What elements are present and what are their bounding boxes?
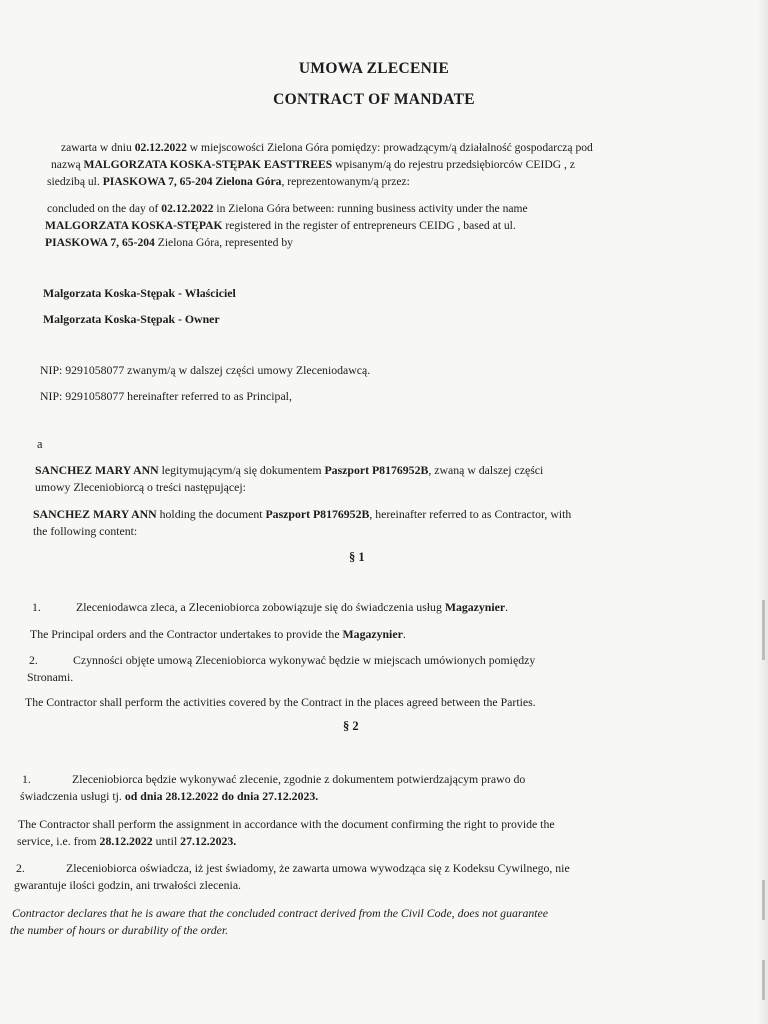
text: Zleceniobiorca oświadcza, iż jest świadomy, że zawarta umowa wywodząca się z Kodeksu Cywilnego, nie — [66, 861, 570, 875]
text: concluded on the day of — [47, 202, 162, 215]
contractor-name: SANCHEZ MARY ANN — [33, 507, 157, 521]
text: legitymującym/ą się dokumentem — [158, 463, 325, 477]
text: zawarta w dniu — [61, 141, 135, 154]
start-date: 28.12.2022 — [99, 834, 153, 848]
text: Zleceniobiorca będzie wykonywać zlecenie, zgodnie z dokumentem potwierdzającym prawo do — [72, 772, 526, 786]
text: until — [152, 834, 181, 848]
point-number: 1. — [32, 600, 41, 614]
intro-en-line2 — [45, 218, 516, 234]
section-1-heading: § 1 — [349, 550, 365, 564]
text: siedzibą ul. — [47, 175, 103, 188]
s2-point2-en-line2: the number of hours or durability of the order. — [10, 923, 229, 937]
s2-point1-en-line2 — [17, 833, 236, 849]
scan-edge-mark — [762, 960, 765, 1000]
point-number: 2. — [29, 653, 38, 667]
s1-point2-pl-line2: Stronami. — [27, 670, 74, 684]
s2-point1-pl-line1 — [22, 771, 525, 787]
contractor-document: Paszport P8176952B — [324, 463, 429, 477]
intro-en-line3 — [45, 235, 293, 251]
title-english: CONTRACT OF MANDATE — [273, 91, 475, 108]
s2-point1-pl-line2 — [20, 788, 318, 804]
service-name: Magazynier — [444, 600, 506, 614]
s1-point1-en — [30, 626, 406, 642]
principal-address: PIASKOWA 7, 65-204 — [45, 236, 155, 249]
scan-edge-shadow — [758, 0, 768, 1024]
text: Zleceniodawca zleca, a Zleceniobiorca zobowiązuje się do świadczenia usług — [76, 600, 445, 614]
text: , hereinafter referred to as Contractor, with — [369, 507, 572, 521]
intro-pl-line3 — [47, 174, 410, 190]
contractor-en-line2: the following content: — [33, 524, 138, 538]
text: in Zielona Góra between: running business activity under the name — [213, 202, 528, 215]
nip-pl: NIP: 9291058077 zwanym/ą w dalszej części umowy Zleceniodawcą. — [40, 363, 371, 377]
text: świadczenia usługi tj. — [20, 789, 125, 803]
section-2-heading: § 2 — [343, 719, 359, 733]
s2-point2-pl-line2: gwarantuje ilości godzin, ani trwałości zlecenia. — [14, 878, 242, 892]
text: . — [402, 627, 406, 641]
contractor-pl-line2: umowy Zleceniobiorcą o treści następującej: — [35, 480, 246, 494]
intro-pl-line2 — [51, 157, 575, 173]
principal-name: MALGORZATA KOSKA-STĘPAK — [45, 219, 223, 232]
s2-point2-pl-line1 — [16, 860, 570, 876]
text: service, i.e. from — [17, 834, 100, 848]
contract-date: 02.12.2022 — [134, 141, 187, 154]
contractor-pl-line1 — [35, 462, 543, 478]
text: holding the document — [156, 507, 266, 521]
contract-period: od dnia 28.12.2022 do dnia 27.12.2023. — [124, 789, 319, 803]
principal-company-name: MALGORZATA KOSKA-STĘPAK EASTTREES — [83, 158, 333, 171]
contract-date: 02.12.2022 — [161, 202, 214, 215]
text: Czynności objęte umową Zleceniobiorca wykonywać będzie w miejscach umówionych pomiędzy — [73, 653, 536, 667]
s1-point1-pl — [32, 599, 508, 615]
point-number: 2. — [16, 861, 25, 875]
text: nazwą — [51, 158, 84, 171]
contractor-document: Paszport P8176952B — [265, 507, 370, 521]
representative-pl: Malgorzata Koska-Stępak - Właściciel — [43, 286, 236, 300]
intro-pl-line1 — [61, 140, 593, 156]
end-date: 27.12.2023. — [180, 834, 237, 848]
text: wpisanym/ą do rejestru przedsiębiorców CEIDG , z — [332, 158, 575, 171]
s2-point2-en-line1: Contractor declares that he is aware that the concluded contract derived from the Civil Code, does not guarantee — [12, 906, 549, 920]
s2-point1-en-line1: The Contractor shall perform the assignment in accordance with the document confirming the right to provide the — [18, 817, 555, 831]
text: w miejscowości Zielona Góra pomiędzy: prowadzącym/ą działalność gospodarczą pod — [186, 141, 593, 154]
text: Zielona Góra, represented by — [154, 236, 293, 249]
conjunction-and: a — [37, 437, 43, 451]
text: , reprezentowanym/ą przez: — [281, 175, 410, 188]
text: The Principal orders and the Contractor undertakes to provide the — [30, 627, 343, 641]
text: , zwaną w dalszej części — [428, 463, 544, 477]
point-number: 1. — [22, 772, 31, 786]
text: . — [505, 600, 509, 614]
service-name: Magazynier — [342, 627, 403, 641]
intro-en-line1 — [47, 201, 528, 217]
title-polish: UMOWA ZLECENIE — [298, 60, 450, 77]
s1-point2-pl-line1 — [29, 652, 535, 668]
contractor-en-line1 — [33, 506, 571, 522]
principal-address: PIASKOWA 7, 65-204 Zielona Góra — [102, 175, 282, 188]
representative-en: Malgorzata Koska-Stępak - Owner — [43, 312, 220, 326]
contractor-name: SANCHEZ MARY ANN — [35, 463, 159, 477]
scan-edge-mark — [762, 600, 765, 660]
text: registered in the register of entrepreneurs CEIDG , based at ul. — [222, 219, 516, 232]
s1-point2-en: The Contractor shall perform the activities covered by the Contract in the places agreed between the Parties. — [25, 695, 536, 709]
nip-en: NIP: 9291058077 hereinafter referred to as Principal, — [40, 389, 292, 403]
scan-edge-mark — [762, 880, 765, 920]
